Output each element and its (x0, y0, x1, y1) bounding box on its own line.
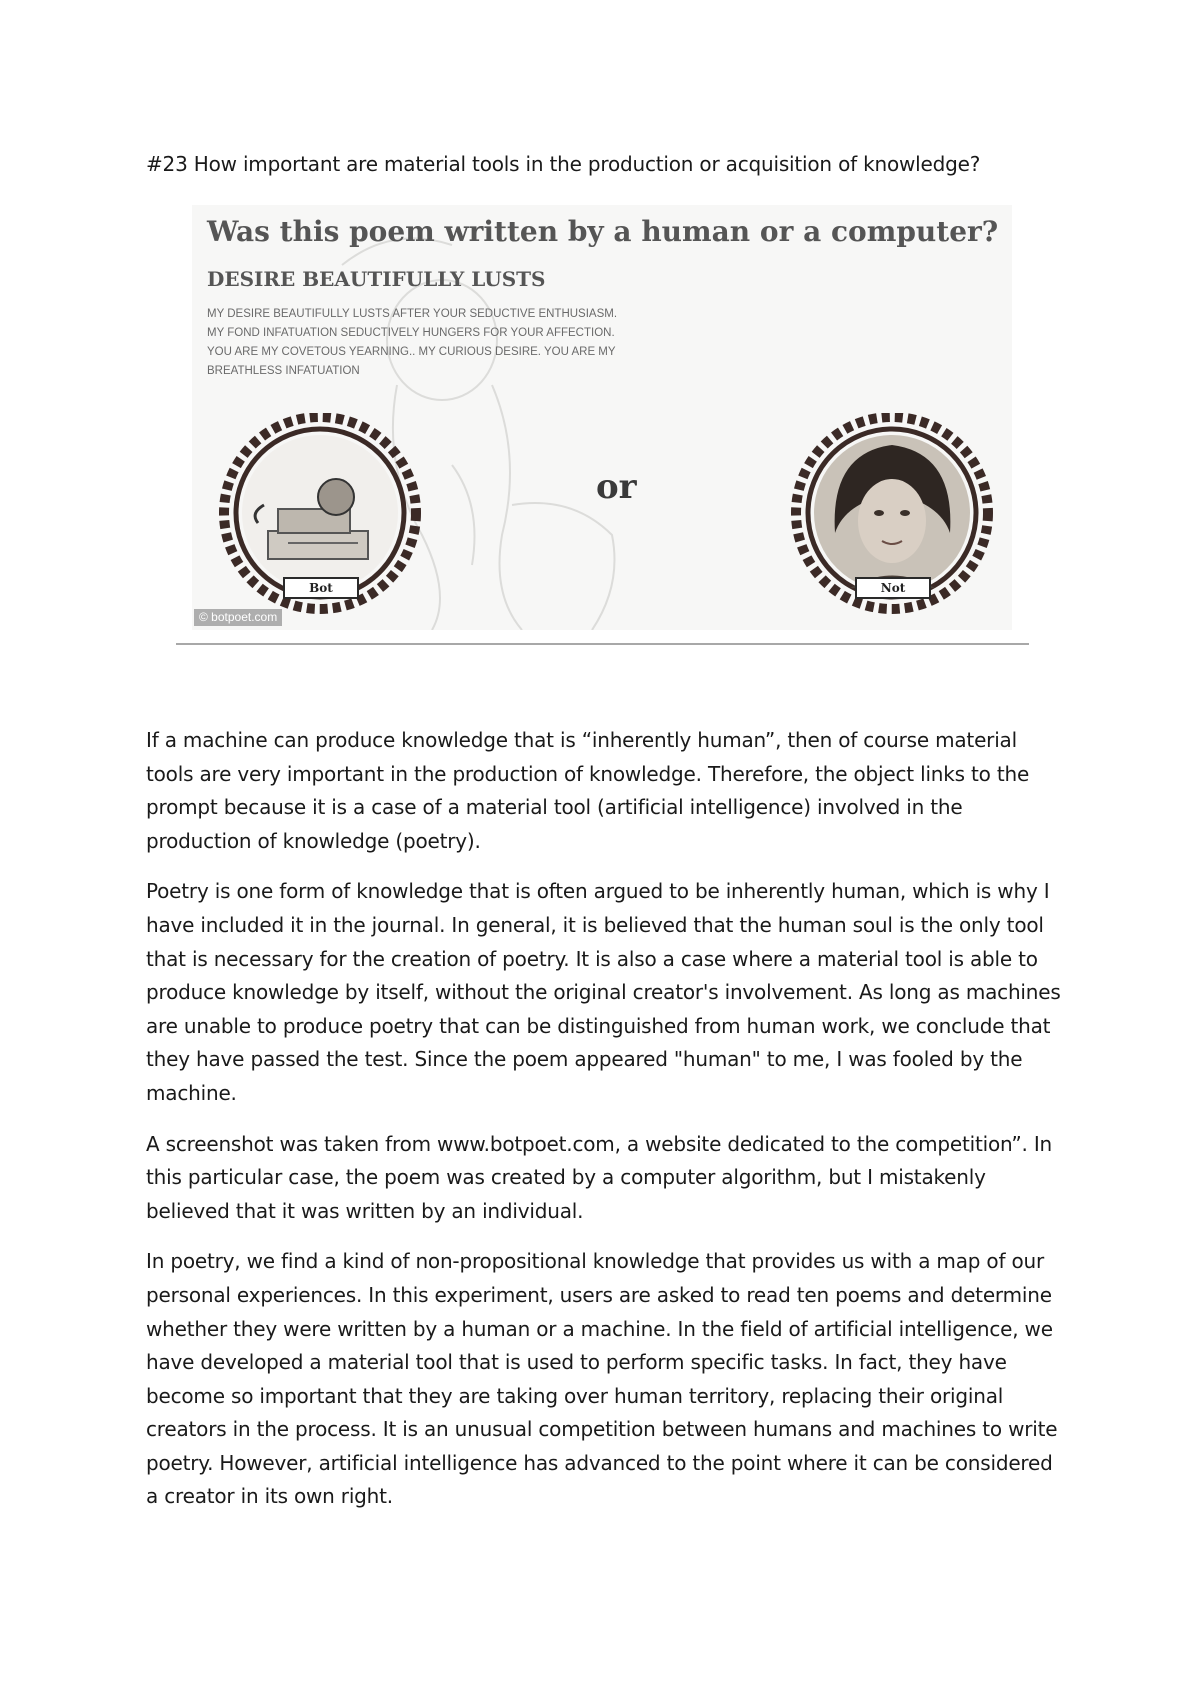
poem-line: BREATHLESS INFATUATION (207, 365, 360, 377)
journal-prompt: #23 How important are material tools in the production or acquisition of knowledge? (146, 152, 981, 176)
figure-title: Was this poem written by a human or a computer? (207, 215, 999, 248)
paragraph: If a machine can produce knowledge that is “inherently human”, then of course material tools are very important in the production of knowledge. Therefore, the object links to the prompt because it is a case of a material tool (artificial intelligence) involved in the production of knowledge (poetry). (146, 728, 1030, 853)
bot-label[interactable]: Bot (283, 577, 359, 599)
paragraph: A screenshot was taken from www.botpoet.com, a website dedicated to the competition”. In this particular case, the poem was created by a computer algorithm, but I mistakenly believed that it was written by an individual. (146, 1131, 1053, 1223)
botpoet-screenshot (192, 205, 1012, 630)
not-choice[interactable] (790, 413, 995, 623)
poem-line: MY FOND INFATUATION SEDUCTIVELY HUNGERS FOR YOUR AFFECTION. (207, 327, 615, 339)
poem-line: YOU ARE MY COVETOUS YEARNING.. MY CURIOUS DESIRE. YOU ARE MY (207, 346, 616, 358)
poem-lines (207, 305, 617, 381)
not-label[interactable]: Not (855, 577, 931, 599)
paragraph: Poetry is one form of knowledge that is often argued to be inherently human, which is why I have included it in the journal. In general, it is believed that the human soul is the only tool that is necessary for the creation of poetry. It is also a case where a material tool is able to produce knowledge by itself, without the original creator's involvement. As long as machines are unable to produce poetry that can be distinguished from human work, we conclude that they have passed the test. Since the poem appeared "human" to me, I was fooled by the machine. (146, 879, 1061, 1105)
paragraph: In poetry, we find a kind of non-propositional knowledge that provides us with a map of our personal experiences. In this experiment, users are asked to read ten poems and determine whether they were written by a human or a machine. In the field of artificial intelligence, we have developed a material tool that is used to perform specific tasks. In fact, they have become so important that they are taking over human territory, replacing their original creators in the process. It is an unusual competition between humans and machines to write poetry. However, artificial intelligence has advanced to the point where it can be considered a creator in its own right. (146, 1249, 1058, 1509)
bot-choice[interactable] (218, 413, 423, 623)
poem-line: MY DESIRE BEAUTIFULLY LUSTS AFTER YOUR SEDUCTIVE ENTHUSIASM. (207, 308, 618, 320)
poem-title: DESIRE BEAUTIFULLY LUSTS (207, 267, 546, 291)
figure-divider (176, 643, 1029, 645)
source-watermark: © botpoet.com (194, 609, 282, 626)
journal-body (146, 724, 1070, 1531)
or-separator: or (596, 467, 637, 507)
